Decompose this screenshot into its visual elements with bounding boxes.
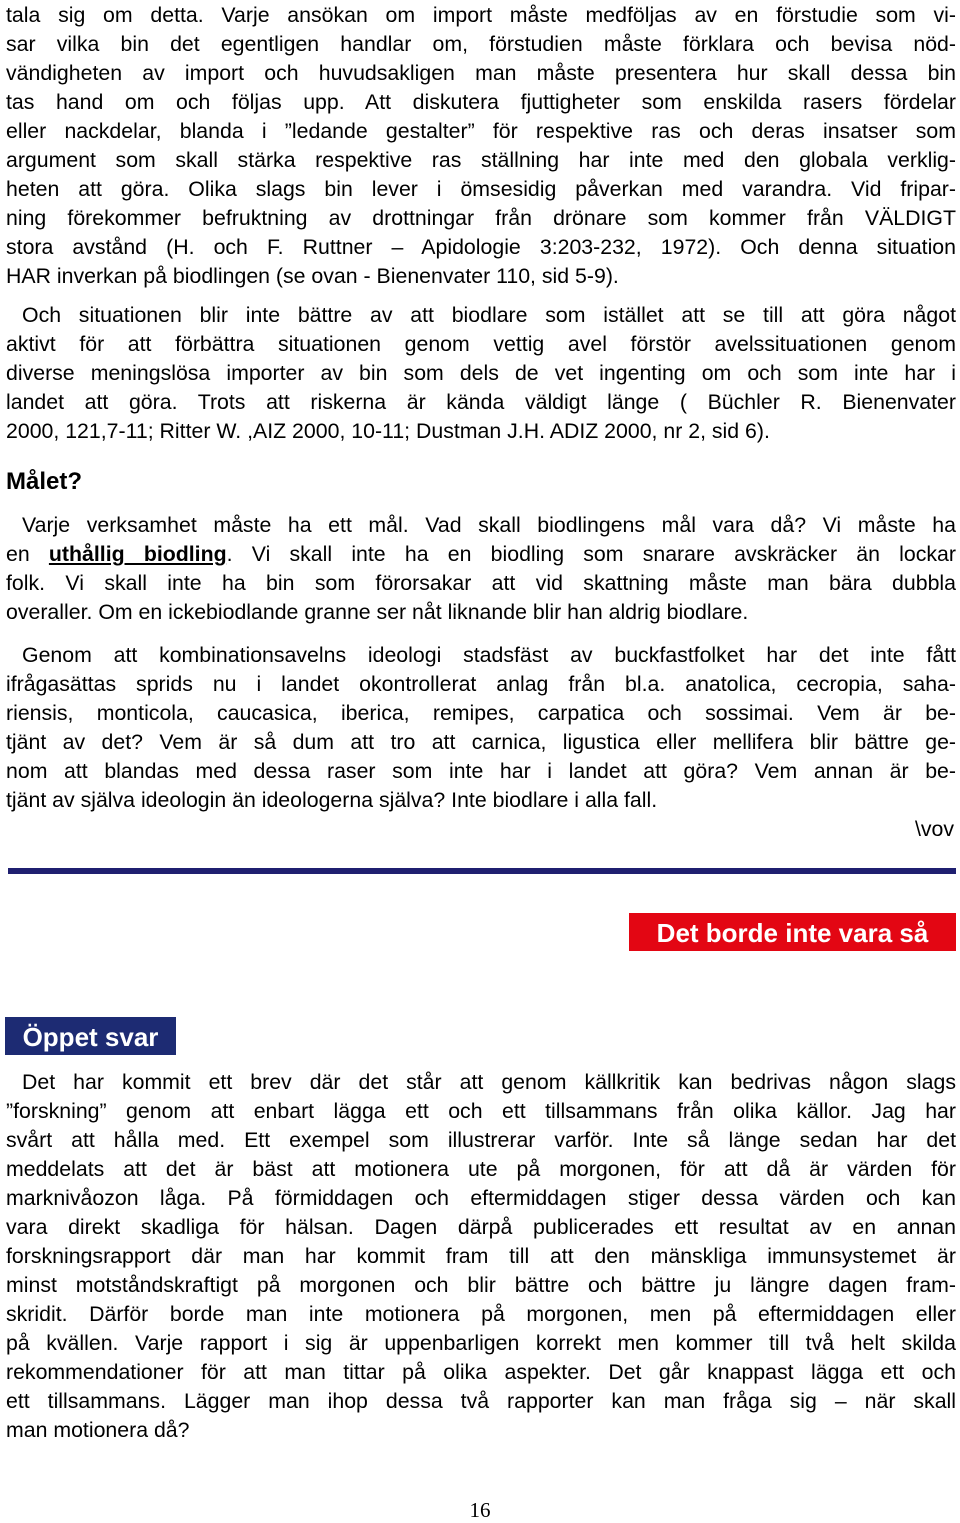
text-fragment: en — [6, 542, 49, 566]
text-line: sar vilka bin det egentligen handlar om, förstudien måste förklara och bevisa nöd- — [6, 32, 956, 56]
text-line: minst motståndskraftigt på morgonen och blir bättre och bättre ju längre dagen fram- — [6, 1273, 956, 1297]
text-line: Genom att kombinationsavelns ideologi stadsfäst av buckfastfolket har det inte fått — [22, 643, 956, 667]
text-line: vändigheten av import och huvudsakligen man måste presentera hur skall dessa bin — [6, 61, 956, 85]
section-heading-malet: Målet? — [6, 468, 83, 495]
text-line: overaller. Om en ickebiodlande granne ser nåt liknande blir han aldrig biodlare. — [6, 600, 749, 624]
text-line: forskningsrapport där man har kommit fram till att den mänskliga immunsystemet är — [6, 1244, 956, 1268]
text-line: landet att göra. Trots att riskerna är kända väldigt länge ( Büchler R. Bienenvater — [6, 390, 956, 414]
text-line: argument som skall stärka respektive ras ställning har inte med den globala verklig- — [6, 148, 956, 172]
text-line: ”forskning” genom att enbart lägga ett och ett tillsammans från olika källor. Jag har — [6, 1099, 956, 1123]
text-line: Och situationen blir inte bättre av att biodlare som istället att se till att göra något — [22, 303, 956, 327]
text-line: svårt att hålla med. Ett exempel som illustrerar varför. Inte så länge sedan har det — [6, 1128, 956, 1152]
text-line: tjänt av det? Vem är så dum att tro att carnica, ligustica eller mellifera blir bättre ge- — [6, 730, 956, 754]
text-line: ett tillsammans. Lägger man ihop dessa två rapporter kan man fråga sig – när skall — [6, 1389, 956, 1413]
text-line: eller nackdelar, blanda i ”ledande gestalter” för respektive ras och deras insatser som — [6, 119, 956, 143]
text-line: på kvällen. Varje rapport i sig är uppenbarligen korrekt men kommer till två helt skilda — [6, 1331, 956, 1355]
text-line: 2000, 121,7-11; Ritter W. ,AIZ 2000, 10-11; Dustman J.H. ADIZ 2000, nr 2, sid 6). — [6, 419, 770, 443]
text-line: skridit. Därför borde man inte motionera på morgonen, men på eftermiddagen eller — [6, 1302, 956, 1326]
author-signature: \vov — [914, 817, 954, 841]
text-line: tjänt av själva ideologin än ideologerna själva? Inte biodlare i alla fall. — [6, 788, 658, 812]
text-line: aktivt för att förbättra situationen genom vettig avel förstör avelssituationen genom — [6, 332, 956, 356]
text-line: nom att blandas med dessa raser som inte har i landet att göra? Vem annan är be- — [6, 759, 956, 783]
article-title-banner: Det borde inte vara så — [629, 913, 956, 951]
text-line: marknivåozon låga. På förmiddagen och eftermiddagen stiger dessa värden och kan — [6, 1186, 956, 1210]
text-line: HAR inverkan på biodlingen (se ovan - Bienenvater 110, sid 5-9). — [6, 264, 619, 288]
paragraph-goal — [6, 511, 956, 627]
paragraph-ideology — [6, 641, 956, 815]
paragraph-situation — [6, 301, 956, 446]
text-line: tala sig om detta. Varje ansökan om import måste medföljas av en förstudie som vi- — [6, 3, 956, 27]
text-line: vara direkt skadliga för hälsan. Dagen därpå publicerades ett resultat av en annan — [6, 1215, 956, 1239]
text-line: ning förekommer befruktning av drottningar från drönare som kommer från VÄLDIGT — [6, 206, 956, 230]
page-number: 16 — [469, 1498, 491, 1522]
text-line: heten att göra. Olika slags bin lever i ömsesidig påverkan med varandra. Vid fripar- — [6, 177, 956, 201]
text-line: riensis, monticola, caucasica, iberica, remipes, carpatica och sossimai. Vem är be- — [6, 701, 956, 725]
text-line: Det har kommit ett brev där det står att genom källkritik kan bedrivas någon slags — [22, 1070, 956, 1094]
paragraph-import-requirements — [6, 1, 956, 291]
text-line — [6, 540, 956, 569]
section-divider — [8, 868, 956, 874]
text-line: folk. Vi skall inte ha bin som förorsakar att vid skattning måste man bära dubbla — [6, 571, 956, 595]
text-line: tas hand om och följas upp. Att diskutera fjuttigheter som enskilda rasers fördelar — [6, 90, 956, 114]
text-line: ifrågasättas sprids nu i landet okontrollerat anlag från bl.a. anatolica, cecropia, saha- — [6, 672, 956, 696]
emphasized-term: uthållig biodling — [48, 542, 227, 566]
text-line: rekommendationer för att man tittar på olika aspekter. Det går knappast lägga ett och — [6, 1360, 956, 1384]
text-line: diverse meningslösa importer av bin som dels de vet ingenting om och som inte har i — [6, 361, 956, 385]
text-line: meddelats att det är bäst att motionera ute på morgonen, för att då är värden för — [6, 1157, 956, 1181]
paragraph-open-reply — [6, 1068, 956, 1445]
section-title-banner: Öppet svar — [5, 1017, 176, 1055]
text-line: Varje verksamhet måste ha ett mål. Vad skall biodlingens mål vara då? Vi måste ha — [22, 513, 956, 537]
text-line: stora avstånd (H. och F. Ruttner – Apidologie 3:203-232, 1972). Och denna situation — [6, 235, 956, 259]
text-fragment: . Vi skall inte ha en biodling som snarare avskräcker än lockar — [226, 542, 956, 566]
text-line: man motionera då? — [6, 1418, 190, 1442]
